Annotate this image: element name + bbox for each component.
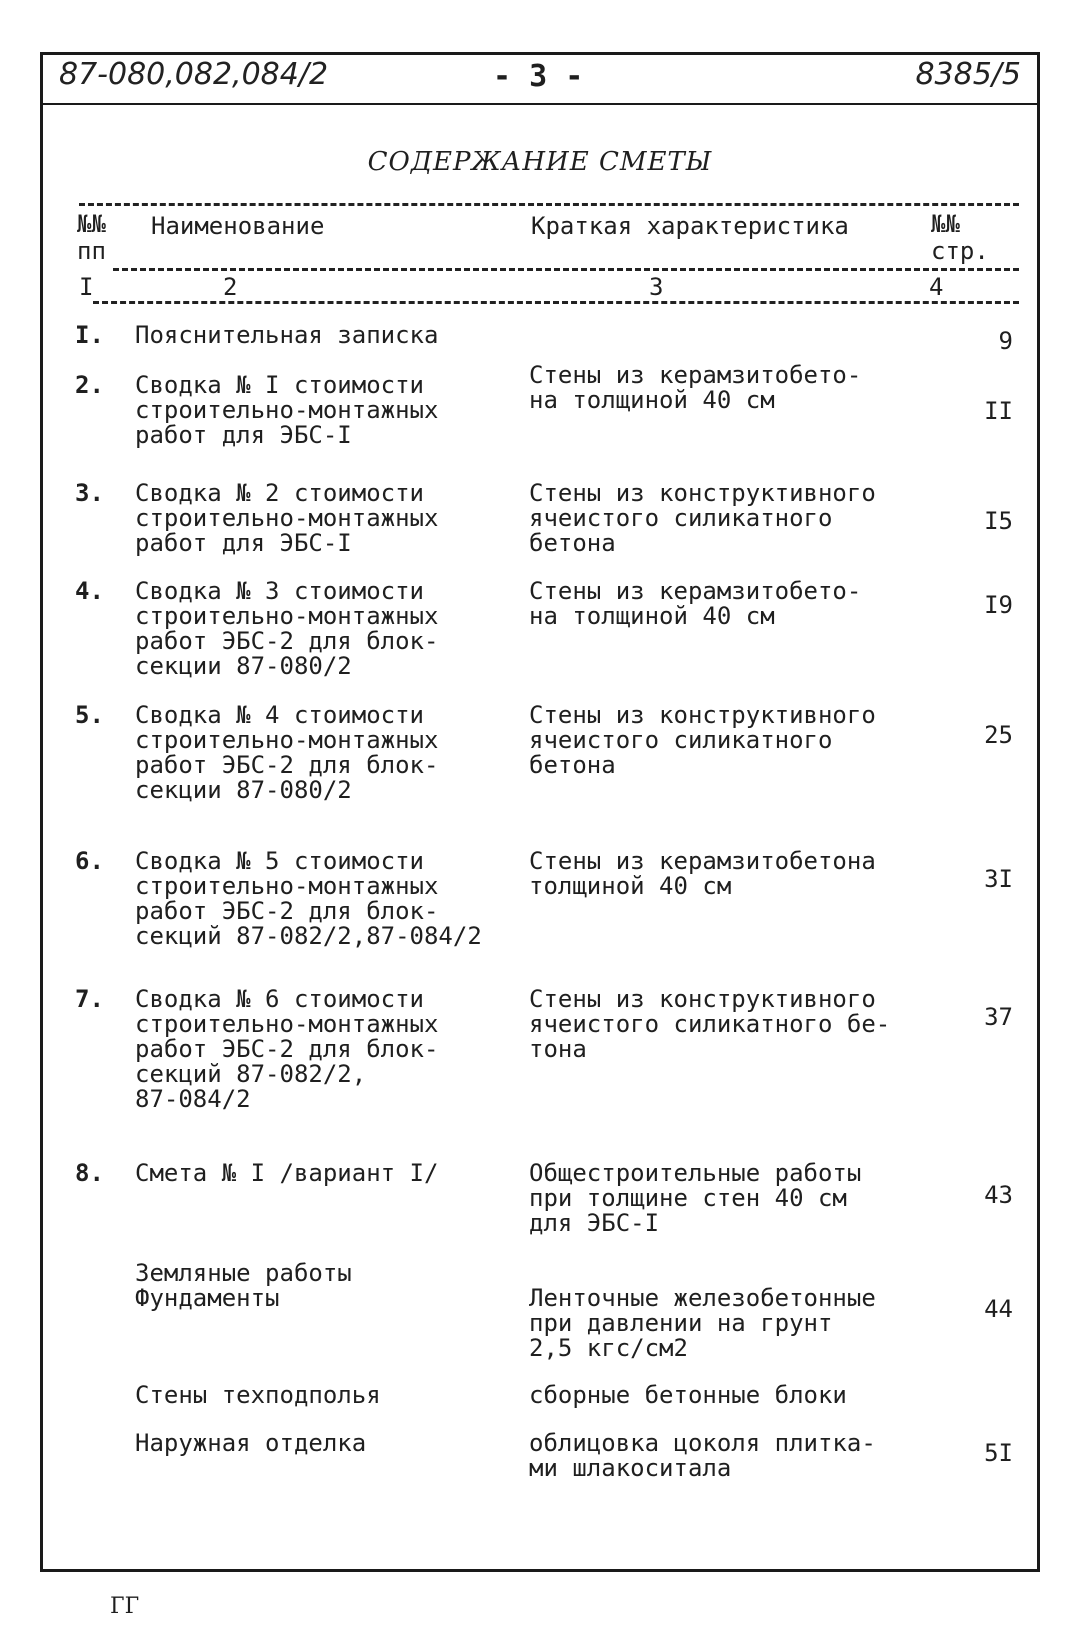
row-description: Общестроительные работы при толщине стен 40 см для ЭБС-I bbox=[529, 1159, 862, 1237]
row-name: Сводка № 6 стоимости строительно-монтажных работ ЭБС-2 для блок- секций 87-082/2, 87-084/2 bbox=[135, 985, 439, 1113]
row-name: Сводка № 5 стоимости строительно-монтажных работ ЭБС-2 для блок- секций 87-082/2,87-084/2 bbox=[135, 847, 482, 950]
row-number: 3. bbox=[75, 479, 104, 507]
header-divider bbox=[43, 103, 1037, 105]
row-number: 4. bbox=[75, 577, 104, 605]
column-header-num-l1: №№ bbox=[77, 210, 106, 238]
row-description: Стены из керамзитобето- на толщиной 40 см bbox=[529, 361, 862, 414]
document-code: 87-080,082,084/2 bbox=[59, 57, 329, 92]
document-frame bbox=[40, 52, 1040, 1572]
inventory-number: 8385/5 bbox=[915, 57, 1021, 92]
row-number: 6. bbox=[75, 847, 104, 875]
row-page: I5 bbox=[984, 507, 1013, 535]
header-rule bbox=[113, 268, 1019, 271]
row-page: 37 bbox=[984, 1003, 1013, 1031]
row-description: Стены из керамзитобетона толщиной 40 см bbox=[529, 847, 876, 900]
row-description: Стены из конструктивного ячеистого силикатного бетона bbox=[529, 701, 876, 779]
document-title: СОДЕРЖАНИЕ СМЕТЫ bbox=[367, 147, 713, 177]
row-name: Сводка № 3 стоимости строительно-монтажных работ ЭБС-2 для блок- секции 87-080/2 bbox=[135, 577, 439, 680]
row-description: Стены из конструктивного ячеистого силикатного бетона bbox=[529, 479, 876, 557]
row-description: Стены из керамзитобето- на толщиной 40 см bbox=[529, 577, 862, 630]
row-number: I. bbox=[75, 321, 104, 349]
row-description: облицовка цоколя плитка- ми шлакоситала bbox=[529, 1429, 876, 1482]
row-number: 2. bbox=[75, 371, 104, 399]
row-page: 3I bbox=[984, 865, 1013, 893]
column-header-page bbox=[931, 211, 989, 265]
row-name: Наружная отделка bbox=[135, 1429, 367, 1457]
row-name: Смета № I /вариант I/ bbox=[135, 1159, 439, 1187]
column-header-name: Наименование bbox=[151, 212, 325, 240]
column-number-rule bbox=[93, 301, 1019, 304]
row-page: 25 bbox=[984, 721, 1013, 749]
row-name: Земляные работы Фундаменты bbox=[135, 1259, 352, 1312]
column-number-4: 4 bbox=[929, 273, 944, 301]
row-name: Сводка № 2 стоимости строительно-монтажных работ для ЭБС-I bbox=[135, 479, 439, 557]
column-header-page-l2: стр. bbox=[931, 237, 989, 265]
row-page: II bbox=[984, 397, 1013, 425]
row-page: I9 bbox=[984, 591, 1013, 619]
row-name: Сводка № I стоимости строительно-монтажных работ для ЭБС-I bbox=[135, 371, 439, 449]
page-number: - 3 - bbox=[493, 59, 584, 94]
column-header-desc: Краткая характеристика bbox=[531, 212, 849, 240]
footer-mark: ГГ bbox=[110, 1594, 140, 1619]
row-number: 8. bbox=[75, 1159, 104, 1187]
column-header-num bbox=[77, 211, 106, 265]
row-name: Пояснительная записка bbox=[135, 321, 439, 349]
row-page: 44 bbox=[984, 1295, 1013, 1323]
row-page: 9 bbox=[998, 327, 1013, 355]
column-number-2: 2 bbox=[223, 273, 238, 301]
row-description: Ленточные железобетонные при давлении на грунт 2,5 кгс/см2 bbox=[529, 1284, 876, 1362]
column-header-page-l1: №№ bbox=[931, 210, 960, 238]
row-description: Стены из конструктивного ячеистого силикатного бе- тона bbox=[529, 985, 891, 1063]
column-number-1: I bbox=[79, 273, 94, 301]
column-header-num-l2: пп bbox=[77, 237, 106, 265]
row-name: Сводка № 4 стоимости строительно-монтажных работ ЭБС-2 для блок- секции 87-080/2 bbox=[135, 701, 439, 804]
row-page: 43 bbox=[984, 1181, 1013, 1209]
row-page: 5I bbox=[984, 1439, 1013, 1467]
table-top-rule bbox=[79, 203, 1019, 206]
row-number: 5. bbox=[75, 701, 104, 729]
column-number-3: 3 bbox=[649, 273, 664, 301]
row-number: 7. bbox=[75, 985, 104, 1013]
row-description: сборные бетонные блоки bbox=[529, 1381, 847, 1409]
row-name: Стены техподполья bbox=[135, 1381, 381, 1409]
